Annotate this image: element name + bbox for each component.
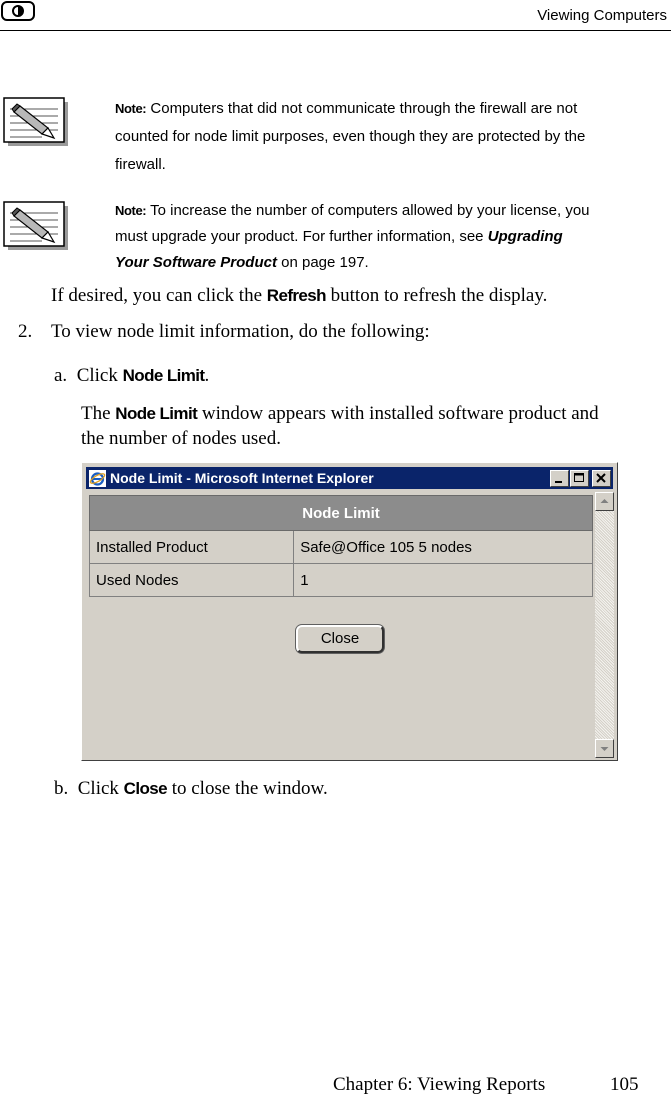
note-1-line-2: counted for node limit purposes, even though they are protected by the bbox=[115, 128, 586, 145]
step-2-number: 2. bbox=[18, 321, 33, 342]
minimize-icon bbox=[551, 471, 568, 486]
close-button[interactable]: Close bbox=[296, 625, 384, 653]
row-label: Used Nodes bbox=[90, 564, 294, 597]
refresh-paragraph bbox=[51, 283, 547, 309]
note-1-line-1: Computers that did not communicate through the firewall are not bbox=[150, 100, 578, 117]
node-limit-term: Node Limit bbox=[115, 404, 198, 423]
notepad-pencil-icon bbox=[2, 198, 72, 252]
close-term: Close bbox=[123, 779, 167, 798]
note-label: Note: bbox=[115, 203, 147, 218]
table-header-row bbox=[90, 496, 593, 531]
node-limit-term: Node Limit bbox=[122, 366, 205, 385]
table-row bbox=[90, 531, 593, 564]
refresh-term: Refresh bbox=[266, 286, 326, 305]
note-1-line-3: firewall. bbox=[115, 156, 166, 173]
refresh-text-post: button to refresh the display. bbox=[330, 285, 548, 306]
table-row bbox=[90, 564, 593, 597]
page-number: 105 bbox=[610, 1074, 639, 1095]
scroll-down-button[interactable] bbox=[595, 739, 614, 758]
cross-reference-link[interactable]: Upgrading bbox=[487, 228, 563, 245]
window-title: Node Limit - Microsoft Internet Explorer bbox=[110, 470, 374, 486]
page-header-title: Viewing Computers bbox=[537, 7, 667, 24]
scroll-up-button[interactable] bbox=[595, 492, 614, 511]
note-2-line-1: To increase the number of computers allowed by your license, you bbox=[150, 202, 590, 219]
minimize-button[interactable] bbox=[550, 470, 569, 487]
node-limit-table bbox=[89, 495, 593, 597]
vertical-scrollbar[interactable] bbox=[595, 492, 614, 758]
step-2-text: To view node limit information, do the following: bbox=[51, 321, 430, 342]
node-limit-window bbox=[81, 462, 618, 761]
note-2-line-3: on page 197. bbox=[281, 254, 369, 271]
footer-chapter: Chapter 6: Viewing Reports bbox=[333, 1074, 546, 1095]
maximize-button[interactable] bbox=[570, 470, 589, 487]
note-2 bbox=[115, 198, 660, 276]
step-b bbox=[54, 776, 328, 802]
node-limit-paragraph-line-1 bbox=[81, 401, 599, 427]
row-value: 1 bbox=[294, 564, 593, 597]
step-b-post: to close the window. bbox=[171, 778, 328, 799]
window-titlebar[interactable] bbox=[86, 467, 613, 489]
step-b-pre: Click bbox=[77, 778, 119, 799]
close-icon bbox=[593, 471, 610, 486]
window-content bbox=[86, 492, 595, 758]
table-header: Node Limit bbox=[90, 496, 593, 531]
step-a-pre: Click bbox=[76, 365, 118, 386]
row-value: Safe@Office 105 5 nodes bbox=[294, 531, 593, 564]
close-window-button[interactable] bbox=[592, 470, 611, 487]
step-a-post: . bbox=[204, 365, 210, 386]
node-limit-paragraph-line-2: the number of nodes used. bbox=[81, 428, 281, 449]
step-a bbox=[54, 363, 209, 389]
arrow-up-icon bbox=[596, 493, 613, 510]
row-label: Installed Product bbox=[90, 531, 294, 564]
header-rule bbox=[0, 30, 671, 31]
note-1 bbox=[115, 95, 660, 179]
node-limit-para-post: window appears with installed software product and bbox=[201, 403, 599, 424]
note-2-line-2: must upgrade your product. For further information, see bbox=[115, 228, 484, 245]
cross-reference-link-continued[interactable]: Your Software Product bbox=[115, 254, 277, 271]
step-b-marker: b. bbox=[54, 778, 69, 799]
arrow-down-icon bbox=[596, 740, 613, 757]
monitor-eye-icon bbox=[1, 1, 35, 21]
refresh-text-pre: If desired, you can click the bbox=[51, 285, 263, 306]
node-limit-para-pre: The bbox=[81, 403, 111, 424]
maximize-icon bbox=[571, 471, 588, 486]
note-label: Note: bbox=[115, 101, 147, 116]
notepad-pencil-icon bbox=[2, 94, 72, 148]
internet-explorer-icon bbox=[89, 470, 106, 487]
step-a-marker: a. bbox=[54, 365, 68, 386]
